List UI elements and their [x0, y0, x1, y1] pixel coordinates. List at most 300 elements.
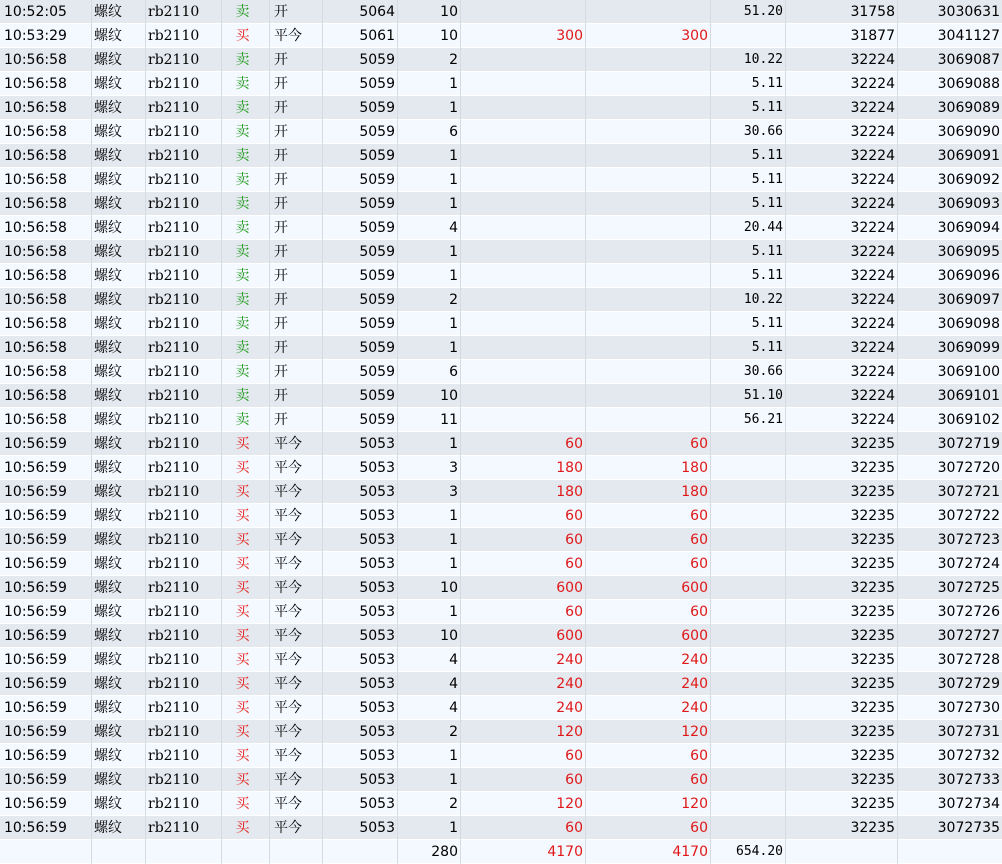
trade-number-cell: 3072726	[937, 604, 1000, 620]
trade-number-cell: 3072734	[937, 796, 1000, 812]
contract-code-cell: rb2110	[146, 0, 222, 24]
open-close-cell: 平今	[270, 816, 323, 840]
quantity-cell: 2	[398, 792, 461, 816]
open-close-cell: 开	[270, 408, 323, 432]
net-profit-cell	[586, 72, 711, 96]
contract-code-cell: rb2110	[146, 384, 222, 408]
fee-cell	[711, 576, 786, 600]
time-cell: 10:56:59	[0, 792, 92, 816]
net-profit-cell: 60	[586, 504, 711, 528]
contract-code-cell: rb2110	[146, 432, 222, 456]
instrument-name-cell: 螺纹	[92, 744, 146, 768]
table-row[interactable]	[0, 768, 1002, 792]
trade-number-cell: 3072730	[937, 700, 1000, 716]
order-number-cell: 31877	[786, 24, 898, 48]
instrument-name-cell: 螺纹	[92, 240, 146, 264]
price-cell: 5059	[323, 48, 398, 72]
table-row[interactable]	[0, 504, 1002, 528]
trade-number-cell: 3069088	[937, 76, 1000, 92]
instrument-name-cell: 螺纹	[92, 432, 146, 456]
contract-code-cell: rb2110	[146, 72, 222, 96]
instrument-name-cell: 螺纹	[92, 792, 146, 816]
contract-code-cell: rb2110	[146, 120, 222, 144]
profit-cell: 60	[461, 432, 586, 456]
trade-number-cell: 3072719	[937, 436, 1000, 452]
direction-cell: 卖	[222, 264, 270, 288]
order-number-cell: 32235	[786, 504, 898, 528]
order-number-cell: 32224	[786, 336, 898, 360]
instrument-name-cell: 螺纹	[92, 384, 146, 408]
time-cell: 10:56:58	[0, 288, 92, 312]
order-number-cell: 32224	[786, 96, 898, 120]
net-profit-cell	[586, 48, 711, 72]
table-row[interactable]	[0, 624, 1002, 648]
total-net-profit-cell: 4170	[586, 840, 711, 864]
fee-cell	[711, 504, 786, 528]
profit-cell	[461, 72, 586, 96]
time-cell: 10:56:58	[0, 240, 92, 264]
open-close-cell: 平今	[270, 744, 323, 768]
quantity-cell: 4	[398, 672, 461, 696]
table-row[interactable]	[0, 288, 1002, 312]
quantity-cell: 10	[398, 624, 461, 648]
time-cell: 10:56:59	[0, 528, 92, 552]
fee-cell: 30.66	[711, 360, 786, 384]
net-profit-cell: 120	[586, 792, 711, 816]
table-row[interactable]	[0, 528, 1002, 552]
instrument-name-cell: 螺纹	[92, 480, 146, 504]
profit-cell: 120	[461, 792, 586, 816]
open-close-cell: 开	[270, 288, 323, 312]
time-cell: 10:56:58	[0, 96, 92, 120]
table-row[interactable]	[0, 720, 1002, 744]
price-cell: 5059	[323, 168, 398, 192]
open-close-cell: 平今	[270, 432, 323, 456]
empty-total-cell	[270, 840, 323, 864]
instrument-name-cell: 螺纹	[92, 768, 146, 792]
price-cell: 5059	[323, 240, 398, 264]
table-row[interactable]	[0, 384, 1002, 408]
trade-number-cell: 3069090	[937, 124, 1000, 140]
instrument-name-cell: 螺纹	[92, 288, 146, 312]
instrument-name-cell: 螺纹	[92, 120, 146, 144]
fee-cell: 20.44	[711, 216, 786, 240]
table-row[interactable]	[0, 432, 1002, 456]
direction-cell: 卖	[222, 120, 270, 144]
trade-number-cell: 3072727	[937, 628, 1000, 644]
table-row[interactable]	[0, 792, 1002, 816]
trade-number-cell: 3072732	[937, 748, 1000, 764]
instrument-name-cell: 螺纹	[92, 336, 146, 360]
table-row[interactable]	[0, 120, 1002, 144]
direction-cell: 买	[222, 432, 270, 456]
time-cell: 10:52:05	[0, 0, 92, 24]
table-row[interactable]	[0, 744, 1002, 768]
net-profit-cell	[586, 120, 711, 144]
order-number-cell: 32235	[786, 744, 898, 768]
fee-cell	[711, 720, 786, 744]
quantity-cell: 1	[398, 72, 461, 96]
time-cell: 10:56:58	[0, 384, 92, 408]
open-close-cell: 平今	[270, 24, 323, 48]
time-cell: 10:56:59	[0, 816, 92, 840]
direction-cell: 买	[222, 792, 270, 816]
profit-cell: 240	[461, 696, 586, 720]
time-cell: 10:56:58	[0, 312, 92, 336]
contract-code-cell: rb2110	[146, 624, 222, 648]
price-cell: 5059	[323, 264, 398, 288]
table-row[interactable]	[0, 360, 1002, 384]
net-profit-cell	[586, 288, 711, 312]
trade-number-cell: 3069097	[937, 292, 1000, 308]
open-close-cell: 开	[270, 360, 323, 384]
open-close-cell: 平今	[270, 528, 323, 552]
price-cell: 5061	[323, 24, 398, 48]
time-cell: 10:56:58	[0, 120, 92, 144]
net-profit-cell	[586, 336, 711, 360]
order-number-cell: 32235	[786, 696, 898, 720]
table-row[interactable]	[0, 96, 1002, 120]
net-profit-cell: 300	[586, 24, 711, 48]
price-cell: 5053	[323, 624, 398, 648]
instrument-name-cell: 螺纹	[92, 504, 146, 528]
direction-cell: 买	[222, 672, 270, 696]
instrument-name-cell: 螺纹	[92, 408, 146, 432]
price-cell: 5059	[323, 216, 398, 240]
order-number-cell: 32235	[786, 480, 898, 504]
order-number-cell: 32224	[786, 120, 898, 144]
table-row[interactable]	[0, 816, 1002, 840]
empty-total-cell	[92, 840, 146, 864]
order-number-cell: 32224	[786, 240, 898, 264]
order-number-cell: 32224	[786, 144, 898, 168]
quantity-cell: 10	[398, 576, 461, 600]
instrument-name-cell: 螺纹	[92, 648, 146, 672]
instrument-name-cell: 螺纹	[92, 312, 146, 336]
fee-cell: 10.22	[711, 48, 786, 72]
direction-cell: 卖	[222, 0, 270, 24]
empty-total-cell	[898, 840, 1002, 864]
contract-code-cell: rb2110	[146, 24, 222, 48]
profit-cell	[461, 336, 586, 360]
open-close-cell: 平今	[270, 456, 323, 480]
table-row[interactable]	[0, 168, 1002, 192]
time-cell: 10:56:58	[0, 264, 92, 288]
price-cell: 5059	[323, 288, 398, 312]
contract-code-cell: rb2110	[146, 552, 222, 576]
quantity-cell: 1	[398, 312, 461, 336]
instrument-name-cell: 螺纹	[92, 696, 146, 720]
profit-cell: 60	[461, 528, 586, 552]
trade-number-cell: 3072729	[937, 676, 1000, 692]
contract-code-cell: rb2110	[146, 144, 222, 168]
price-cell: 5059	[323, 192, 398, 216]
table-row[interactable]	[0, 24, 1002, 48]
fee-cell	[711, 24, 786, 48]
time-cell: 10:56:58	[0, 336, 92, 360]
profit-cell	[461, 408, 586, 432]
empty-total-cell	[786, 840, 898, 864]
profit-cell: 60	[461, 504, 586, 528]
profit-cell: 180	[461, 456, 586, 480]
net-profit-cell	[586, 144, 711, 168]
price-cell: 5053	[323, 480, 398, 504]
order-number-cell: 32224	[786, 360, 898, 384]
price-cell: 5053	[323, 432, 398, 456]
trade-number-cell: 3072720	[937, 460, 1000, 476]
net-profit-cell	[586, 360, 711, 384]
contract-code-cell: rb2110	[146, 816, 222, 840]
direction-cell: 买	[222, 648, 270, 672]
open-close-cell: 平今	[270, 672, 323, 696]
instrument-name-cell: 螺纹	[92, 624, 146, 648]
open-close-cell: 开	[270, 144, 323, 168]
profit-cell	[461, 288, 586, 312]
direction-cell: 卖	[222, 48, 270, 72]
price-cell: 5059	[323, 120, 398, 144]
table-row[interactable]	[0, 312, 1002, 336]
fee-cell: 5.11	[711, 240, 786, 264]
empty-total-cell	[146, 840, 222, 864]
open-close-cell: 开	[270, 0, 323, 24]
fee-cell: 10.22	[711, 288, 786, 312]
trade-number-cell: 3069091	[937, 148, 1000, 164]
profit-cell	[461, 168, 586, 192]
fee-cell: 51.10	[711, 384, 786, 408]
table-row[interactable]	[0, 480, 1002, 504]
fee-cell	[711, 648, 786, 672]
instrument-name-cell: 螺纹	[92, 576, 146, 600]
fee-cell	[711, 552, 786, 576]
fee-cell	[711, 768, 786, 792]
open-close-cell: 平今	[270, 768, 323, 792]
price-cell: 5053	[323, 816, 398, 840]
profit-cell: 120	[461, 720, 586, 744]
contract-code-cell: rb2110	[146, 576, 222, 600]
quantity-cell: 1	[398, 504, 461, 528]
time-cell: 10:56:59	[0, 720, 92, 744]
trade-number-cell: 3072728	[937, 652, 1000, 668]
quantity-cell: 1	[398, 336, 461, 360]
order-number-cell: 32224	[786, 216, 898, 240]
trade-number-cell: 3072721	[937, 484, 1000, 500]
price-cell: 5053	[323, 528, 398, 552]
quantity-cell: 6	[398, 120, 461, 144]
direction-cell: 买	[222, 24, 270, 48]
quantity-cell: 1	[398, 192, 461, 216]
time-cell: 10:56:59	[0, 456, 92, 480]
price-cell: 5059	[323, 336, 398, 360]
table-row[interactable]	[0, 672, 1002, 696]
total-fee-cell: 654.20	[711, 840, 786, 864]
fee-cell: 5.11	[711, 192, 786, 216]
contract-code-cell: rb2110	[146, 456, 222, 480]
table-row[interactable]	[0, 456, 1002, 480]
price-cell: 5059	[323, 312, 398, 336]
order-number-cell: 32224	[786, 168, 898, 192]
direction-cell: 卖	[222, 384, 270, 408]
direction-cell: 买	[222, 600, 270, 624]
fee-cell: 5.11	[711, 312, 786, 336]
net-profit-cell: 240	[586, 672, 711, 696]
table-row[interactable]	[0, 264, 1002, 288]
net-profit-cell: 60	[586, 552, 711, 576]
price-cell: 5053	[323, 792, 398, 816]
contract-code-cell: rb2110	[146, 768, 222, 792]
table-row[interactable]	[0, 192, 1002, 216]
profit-cell: 60	[461, 816, 586, 840]
total-quantity-cell: 280	[398, 840, 461, 864]
profit-cell: 600	[461, 624, 586, 648]
fee-cell	[711, 696, 786, 720]
profit-cell	[461, 264, 586, 288]
contract-code-cell: rb2110	[146, 216, 222, 240]
net-profit-cell	[586, 312, 711, 336]
profit-cell: 60	[461, 600, 586, 624]
quantity-cell: 2	[398, 288, 461, 312]
profit-cell	[461, 192, 586, 216]
order-number-cell: 32235	[786, 552, 898, 576]
fee-cell: 5.11	[711, 72, 786, 96]
time-cell: 10:56:59	[0, 600, 92, 624]
table-row[interactable]	[0, 144, 1002, 168]
table-row[interactable]	[0, 408, 1002, 432]
open-close-cell: 平今	[270, 648, 323, 672]
net-profit-cell	[586, 192, 711, 216]
order-number-cell: 32224	[786, 384, 898, 408]
profit-cell	[461, 48, 586, 72]
table-row[interactable]	[0, 336, 1002, 360]
direction-cell: 买	[222, 744, 270, 768]
direction-cell: 卖	[222, 72, 270, 96]
contract-code-cell: rb2110	[146, 48, 222, 72]
order-number-cell: 32224	[786, 264, 898, 288]
instrument-name-cell: 螺纹	[92, 528, 146, 552]
trade-number-cell: 3069087	[937, 52, 1000, 68]
trade-number-cell: 3069098	[937, 316, 1000, 332]
direction-cell: 买	[222, 768, 270, 792]
net-profit-cell: 180	[586, 456, 711, 480]
open-close-cell: 平今	[270, 624, 323, 648]
direction-cell: 卖	[222, 96, 270, 120]
contract-code-cell: rb2110	[146, 504, 222, 528]
time-cell: 10:53:29	[0, 24, 92, 48]
direction-cell: 买	[222, 816, 270, 840]
contract-code-cell: rb2110	[146, 360, 222, 384]
quantity-cell: 4	[398, 648, 461, 672]
contract-code-cell: rb2110	[146, 696, 222, 720]
instrument-name-cell: 螺纹	[92, 360, 146, 384]
open-close-cell: 平今	[270, 480, 323, 504]
instrument-name-cell: 螺纹	[92, 264, 146, 288]
order-number-cell: 32235	[786, 432, 898, 456]
table-row[interactable]	[0, 48, 1002, 72]
open-close-cell: 开	[270, 384, 323, 408]
trade-number-cell: 3072731	[937, 724, 1000, 740]
order-number-cell: 32235	[786, 600, 898, 624]
profit-cell	[461, 360, 586, 384]
order-number-cell: 32235	[786, 648, 898, 672]
table-row[interactable]	[0, 552, 1002, 576]
price-cell: 5059	[323, 72, 398, 96]
empty-total-cell	[0, 840, 92, 864]
price-cell: 5053	[323, 648, 398, 672]
open-close-cell: 平今	[270, 552, 323, 576]
instrument-name-cell: 螺纹	[92, 24, 146, 48]
trade-number-cell: 3041127	[937, 28, 1000, 44]
order-number-cell: 32224	[786, 48, 898, 72]
quantity-cell: 1	[398, 240, 461, 264]
fee-cell	[711, 624, 786, 648]
direction-cell: 卖	[222, 408, 270, 432]
contract-code-cell: rb2110	[146, 288, 222, 312]
fee-cell	[711, 432, 786, 456]
fee-cell	[711, 672, 786, 696]
table-row[interactable]	[0, 696, 1002, 720]
price-cell: 5064	[323, 0, 398, 24]
instrument-name-cell: 螺纹	[92, 600, 146, 624]
open-close-cell: 开	[270, 48, 323, 72]
direction-cell: 卖	[222, 216, 270, 240]
contract-code-cell: rb2110	[146, 96, 222, 120]
quantity-cell: 6	[398, 360, 461, 384]
contract-code-cell: rb2110	[146, 264, 222, 288]
time-cell: 10:56:59	[0, 672, 92, 696]
direction-cell: 买	[222, 624, 270, 648]
trade-number-cell: 3069095	[937, 244, 1000, 260]
empty-total-cell	[222, 840, 270, 864]
contract-code-cell: rb2110	[146, 312, 222, 336]
net-profit-cell	[586, 408, 711, 432]
price-cell: 5053	[323, 504, 398, 528]
instrument-name-cell: 螺纹	[92, 48, 146, 72]
order-number-cell: 32235	[786, 768, 898, 792]
table-row[interactable]	[0, 576, 1002, 600]
direction-cell: 卖	[222, 288, 270, 312]
price-cell: 5053	[323, 672, 398, 696]
table-row[interactable]	[0, 0, 1002, 24]
order-number-cell: 32235	[786, 456, 898, 480]
open-close-cell: 平今	[270, 576, 323, 600]
quantity-cell: 2	[398, 48, 461, 72]
trade-number-cell: 3072724	[937, 556, 1000, 572]
fee-cell	[711, 480, 786, 504]
table-row[interactable]	[0, 600, 1002, 624]
table-row[interactable]	[0, 240, 1002, 264]
price-cell: 5059	[323, 360, 398, 384]
open-close-cell: 平今	[270, 696, 323, 720]
net-profit-cell	[586, 168, 711, 192]
quantity-cell: 1	[398, 768, 461, 792]
table-row[interactable]	[0, 72, 1002, 96]
open-close-cell: 平今	[270, 600, 323, 624]
table-row[interactable]	[0, 216, 1002, 240]
fee-cell	[711, 528, 786, 552]
trade-number-cell: 3030631	[937, 4, 1000, 20]
net-profit-cell	[586, 0, 711, 24]
quantity-cell: 10	[398, 24, 461, 48]
time-cell: 10:56:59	[0, 576, 92, 600]
profit-cell	[461, 216, 586, 240]
trade-number-cell: 3072725	[937, 580, 1000, 596]
time-cell: 10:56:59	[0, 648, 92, 672]
direction-cell: 买	[222, 552, 270, 576]
table-row[interactable]	[0, 648, 1002, 672]
time-cell: 10:56:59	[0, 480, 92, 504]
profit-cell: 60	[461, 744, 586, 768]
fee-cell: 56.21	[711, 408, 786, 432]
direction-cell: 买	[222, 576, 270, 600]
